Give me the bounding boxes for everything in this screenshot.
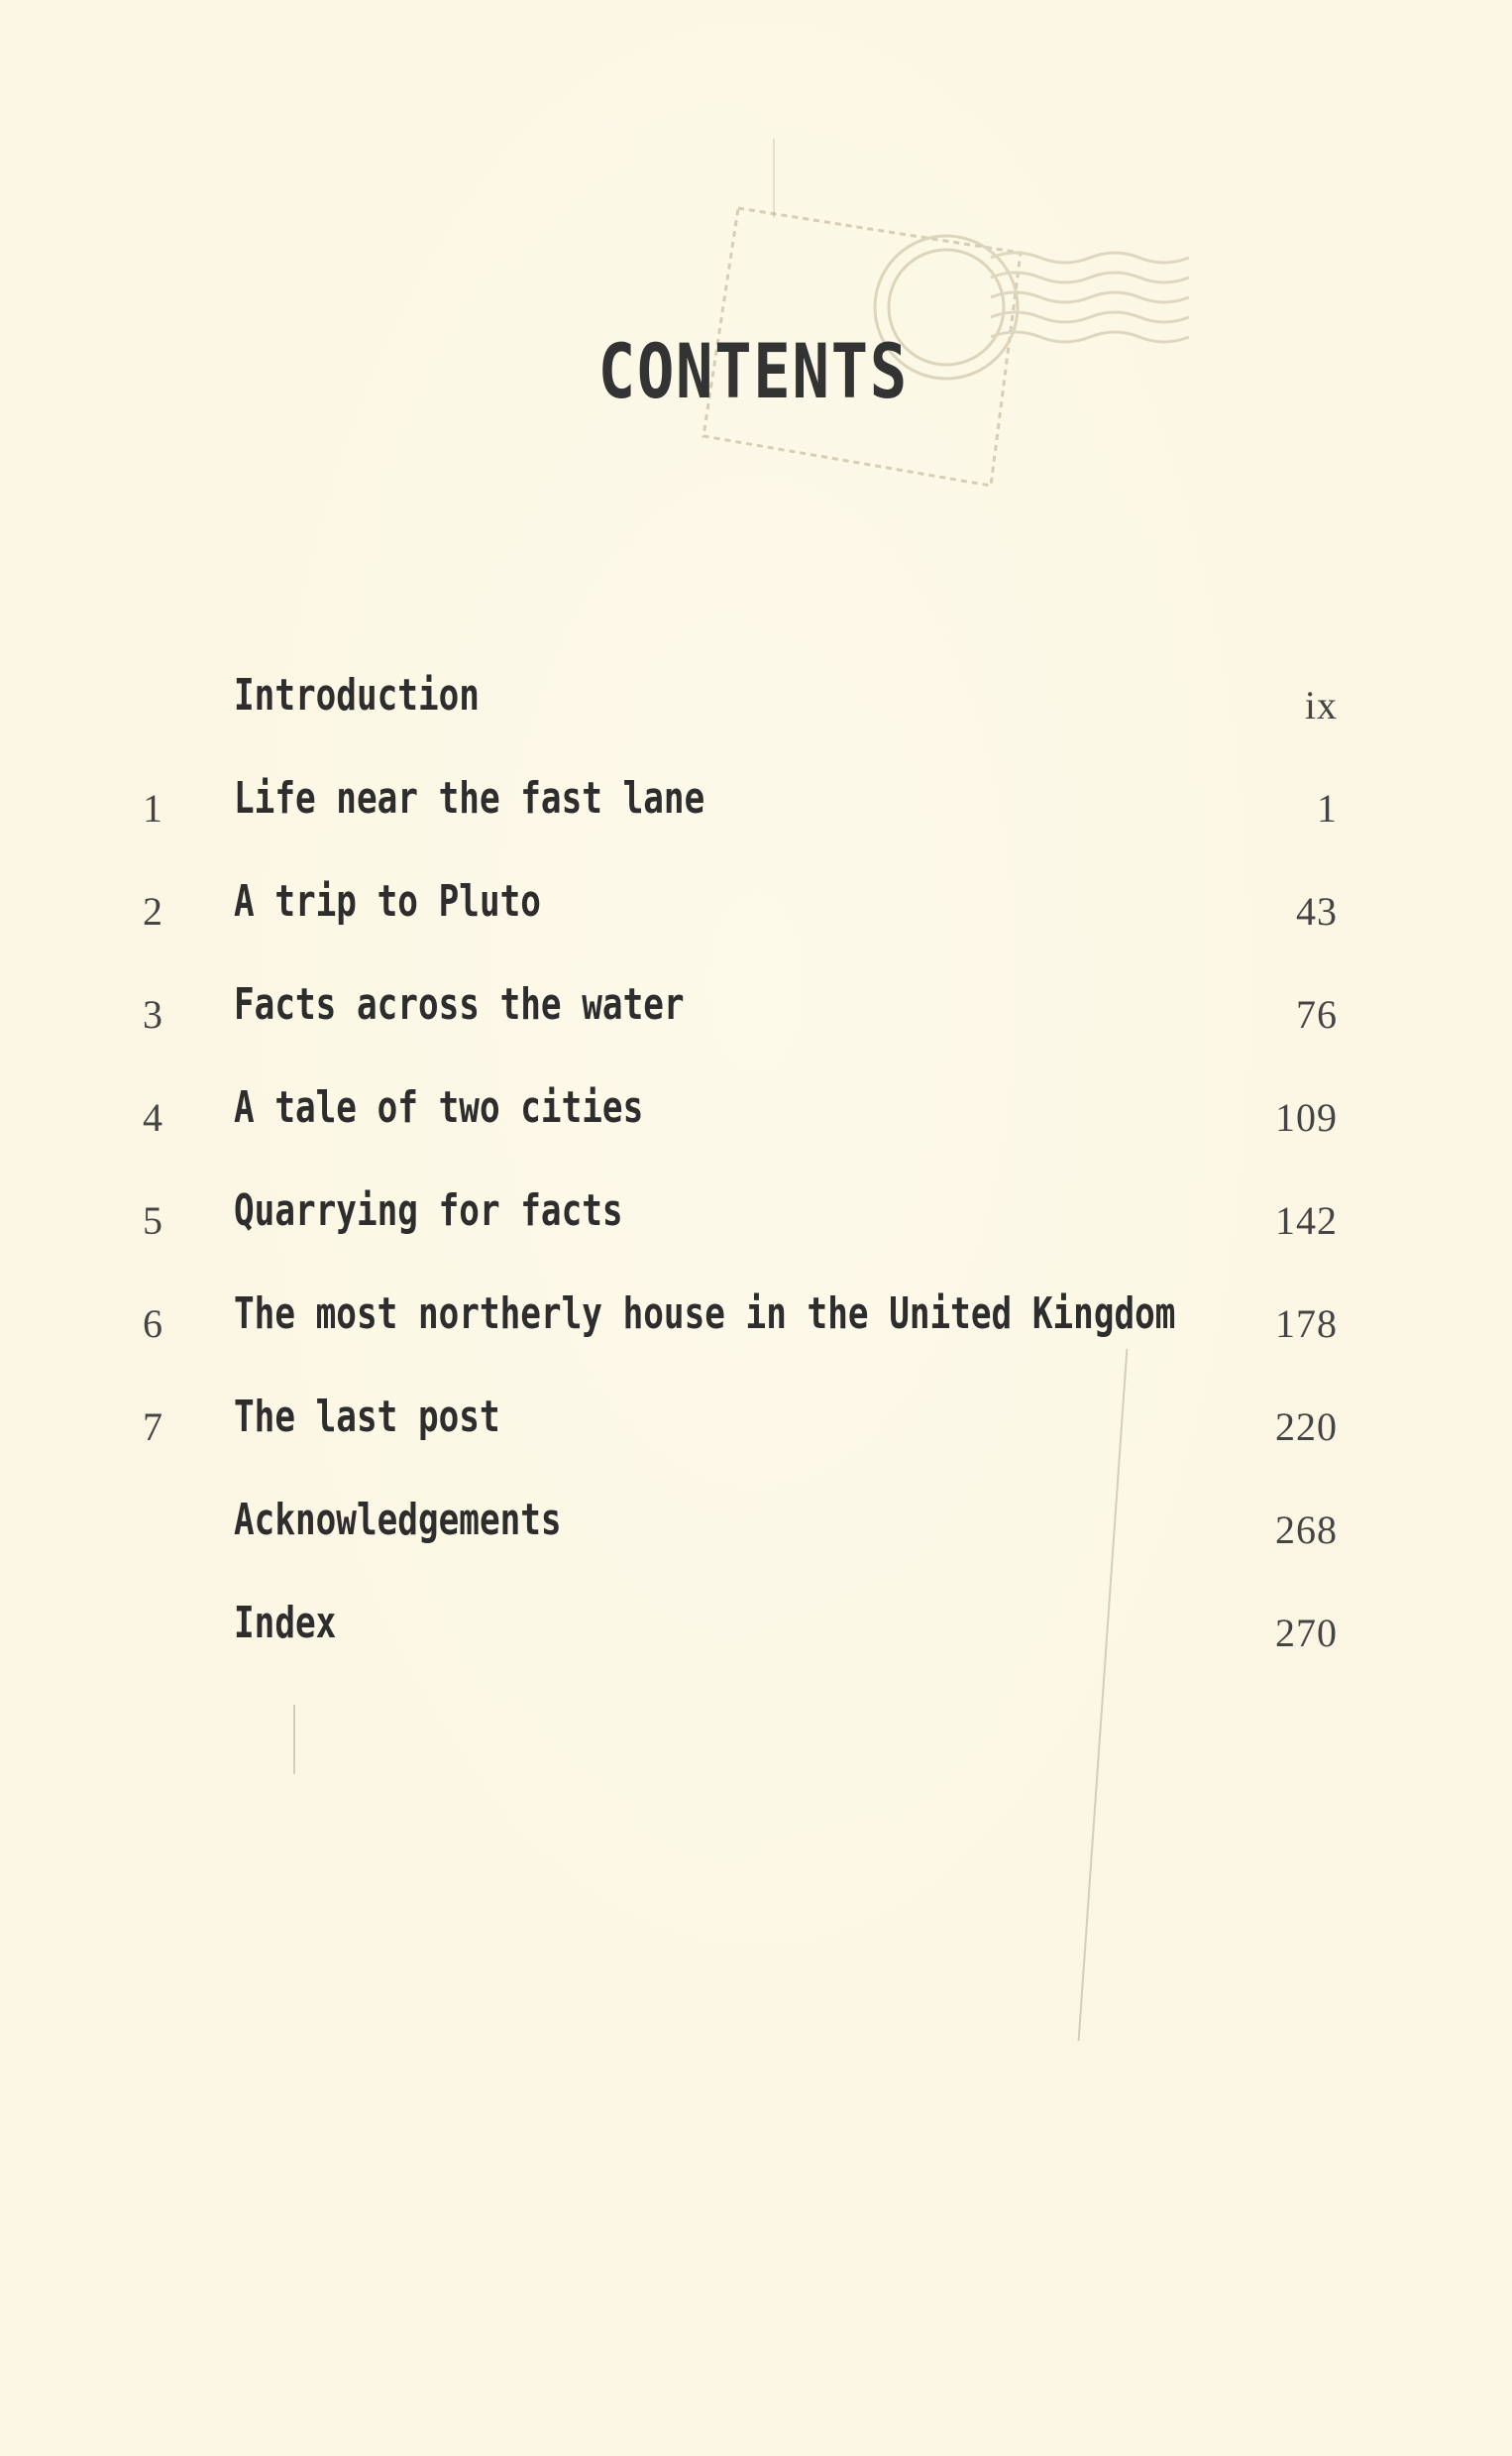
chapter-title: The last post xyxy=(234,1392,500,1442)
toc-entry xyxy=(0,654,1512,757)
chapter-title: A trip to Pluto xyxy=(234,876,541,927)
toc-entry xyxy=(0,757,1512,860)
toc-entry xyxy=(0,1066,1512,1170)
page-number: 142 xyxy=(1275,1198,1338,1243)
page-number: 43 xyxy=(1296,889,1338,934)
toc-entry xyxy=(0,1376,1512,1479)
toc-entry xyxy=(0,963,1512,1066)
toc-entry xyxy=(0,860,1512,963)
page-title: CONTENTS xyxy=(597,327,909,415)
chapter-number: 2 xyxy=(143,889,162,934)
toc-entry xyxy=(0,1170,1512,1273)
paper-scratch xyxy=(773,139,775,218)
page-number: 76 xyxy=(1296,992,1338,1037)
toc-entry xyxy=(0,1582,1512,1685)
chapter-title: Quarrying for facts xyxy=(234,1185,623,1236)
chapter-title: Index xyxy=(234,1598,337,1648)
chapter-title: Life near the fast lane xyxy=(234,773,705,824)
toc-entry xyxy=(0,1479,1512,1582)
chapter-number: 3 xyxy=(143,992,162,1037)
page-number: 178 xyxy=(1275,1301,1338,1346)
chapter-number: 7 xyxy=(143,1404,162,1449)
chapter-number: 5 xyxy=(143,1198,162,1243)
page-number: 109 xyxy=(1275,1095,1338,1140)
chapter-title: Facts across the water xyxy=(234,979,685,1030)
page-number: 1 xyxy=(1317,786,1338,831)
chapter-title: The most northerly house in the United Kingdom xyxy=(234,1288,1176,1339)
page-number: 268 xyxy=(1275,1507,1338,1552)
chapter-number: 6 xyxy=(143,1301,162,1346)
chapter-title: A tale of two cities xyxy=(234,1082,644,1133)
chapter-title: Introduction xyxy=(234,670,480,721)
page-number: 220 xyxy=(1275,1404,1338,1449)
toc-entry xyxy=(0,1273,1512,1376)
page-number: 270 xyxy=(1275,1611,1338,1655)
chapter-number: 1 xyxy=(143,786,162,831)
paper-scratch xyxy=(293,1705,295,1774)
chapter-title: Acknowledgements xyxy=(234,1495,562,1545)
page-number: ix xyxy=(1304,683,1338,727)
chapter-number: 4 xyxy=(143,1095,162,1140)
